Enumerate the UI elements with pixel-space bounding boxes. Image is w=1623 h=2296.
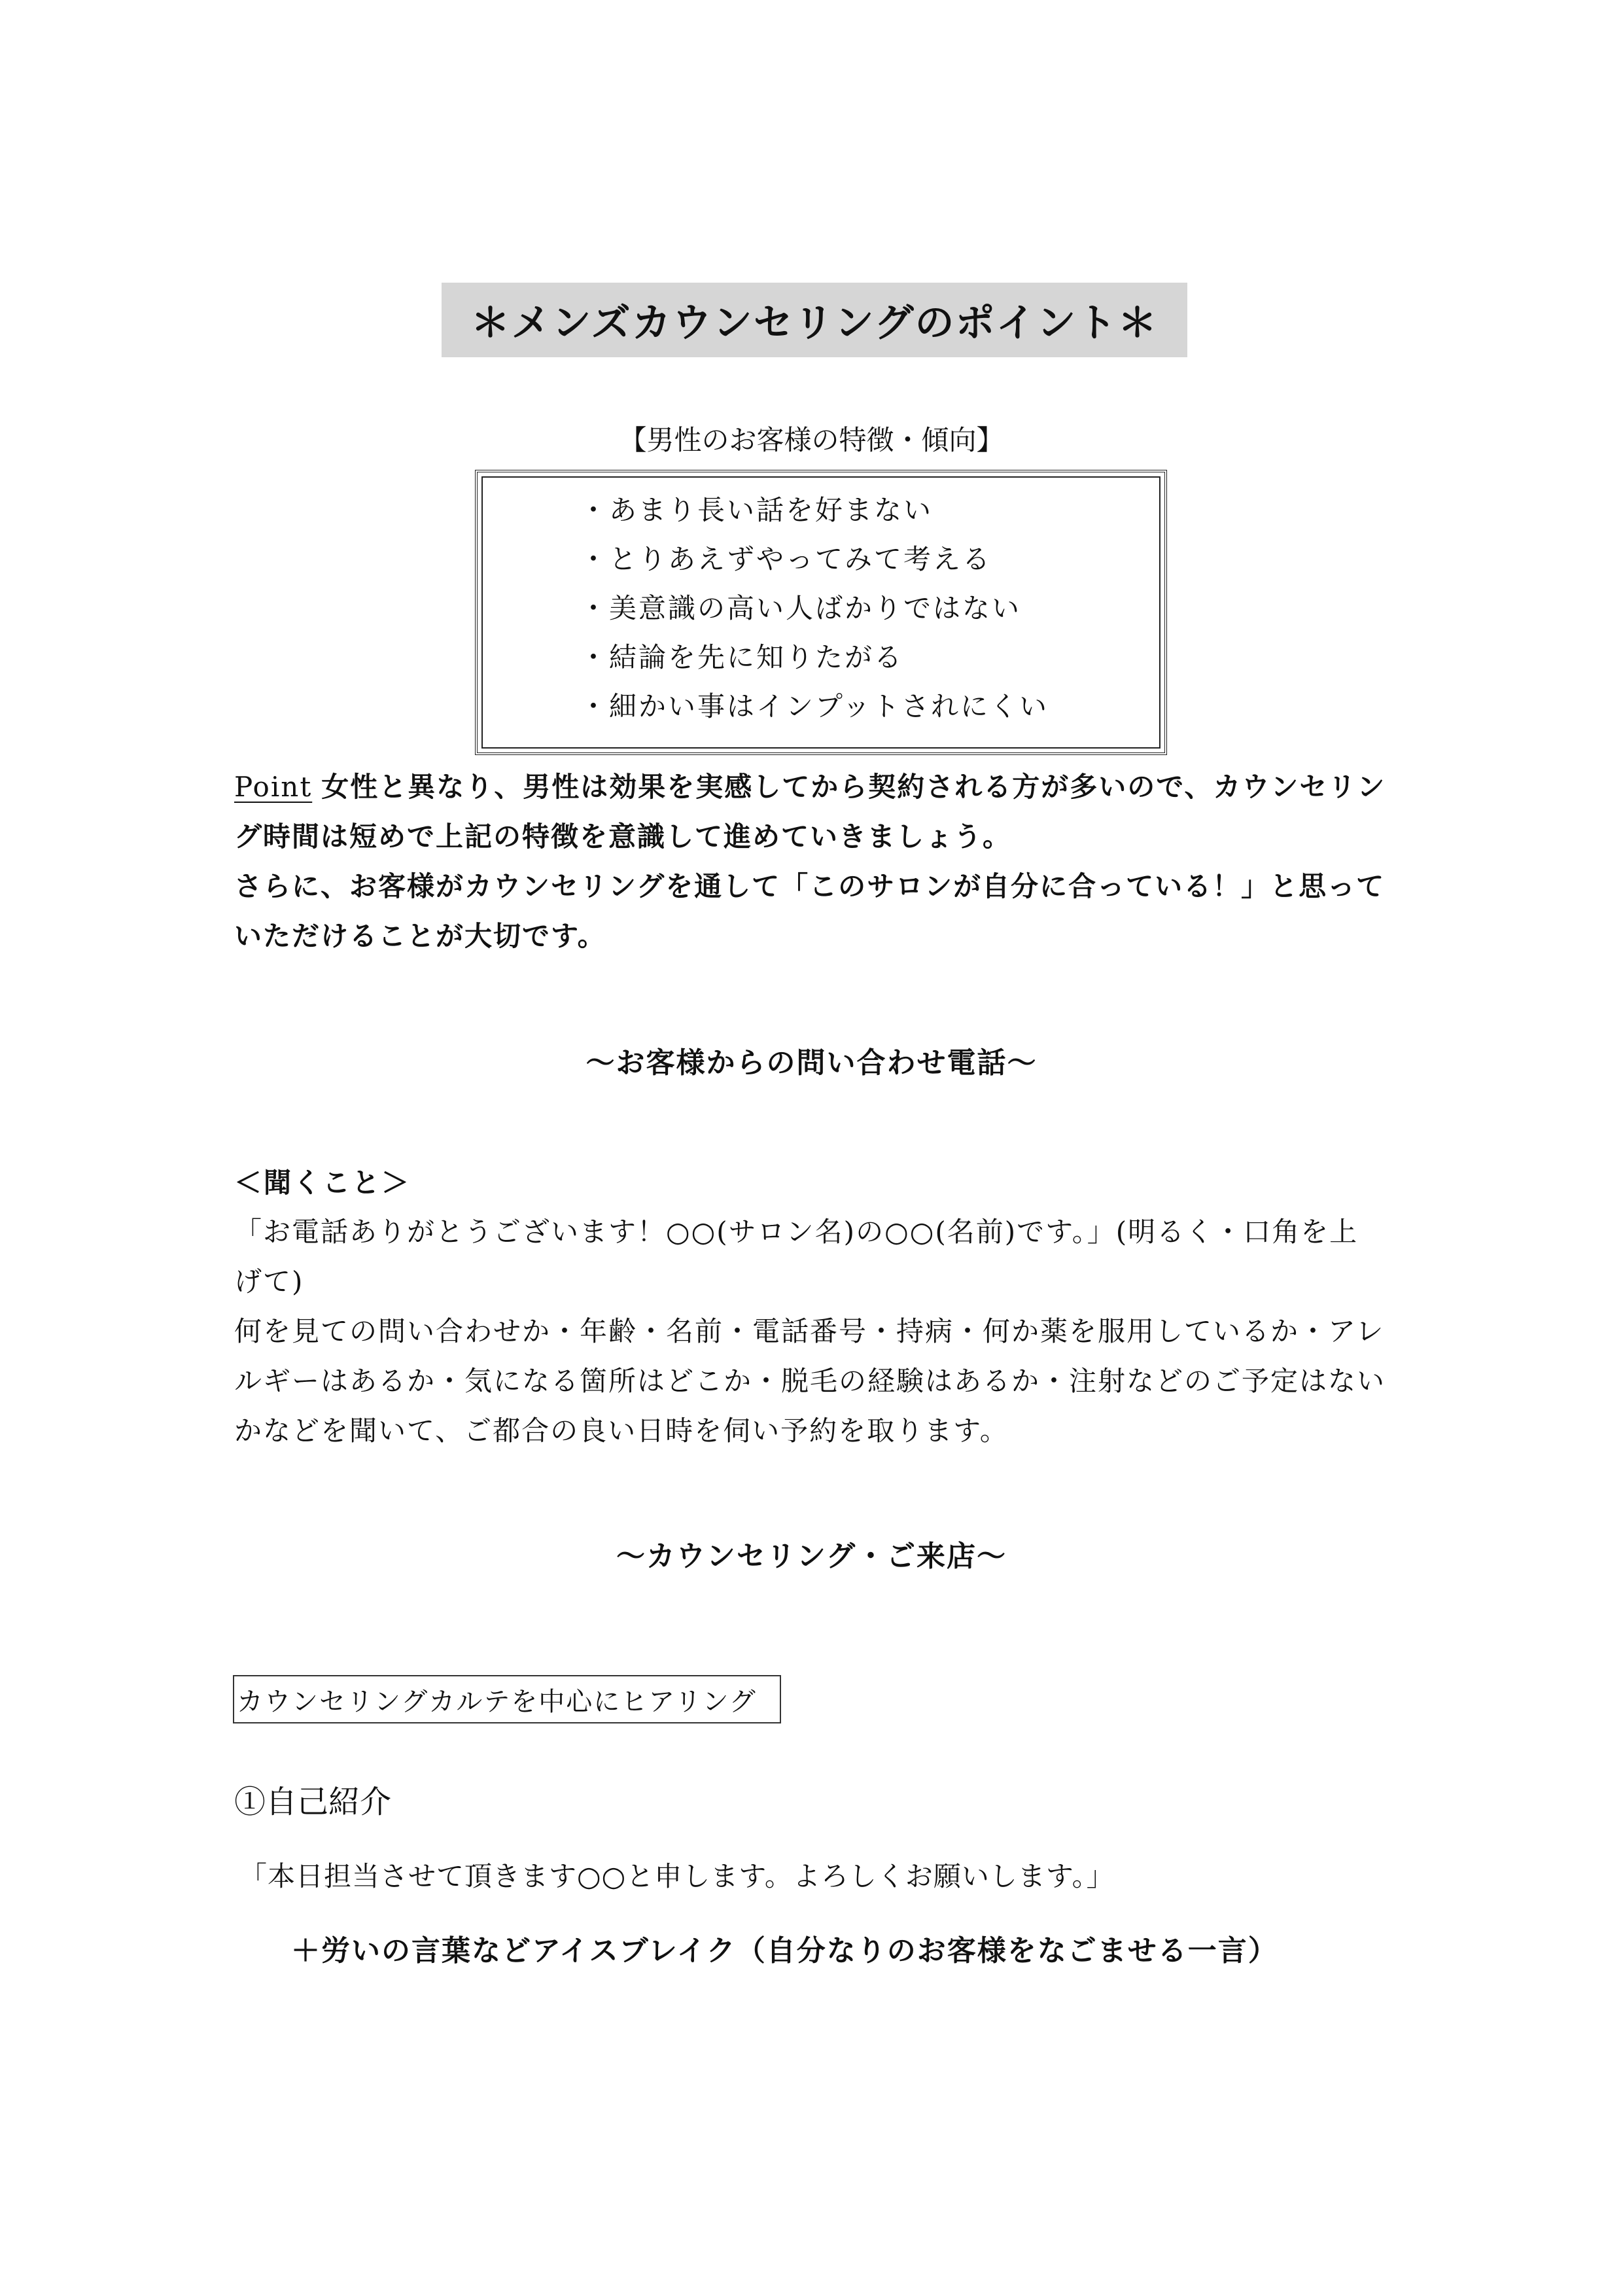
phone-section-heading: 〜お客様からの問い合わせ電話〜	[585, 1046, 1038, 1080]
title-banner	[442, 283, 1187, 357]
self-intro-heading: ①自己紹介	[234, 1784, 392, 1820]
greeting-text: 「本日担当させて頂きます○○と申します。よろしくお願いします。」	[239, 1860, 1115, 1892]
point-line-1	[234, 762, 1399, 812]
traits-heading: 【男性のお客様の特徴・傾向】	[619, 424, 1004, 456]
ask-line: げて)	[234, 1265, 304, 1298]
traits-list	[580, 486, 1049, 731]
trait-item: ・美意識の高い人ばかりではない	[580, 592, 1022, 624]
page-title: ＊メンズカウンセリングのポイント＊	[470, 300, 1159, 346]
trait-item: ・結論を先に知りたがる	[580, 641, 904, 673]
trait-item: ・細かい事はインプットされにくい	[580, 690, 1049, 722]
trait-item: ・あまり長い話を好まない	[580, 494, 934, 526]
ask-line: かなどを聞いて、ご都合の良い日時を伺い予約を取ります。	[234, 1415, 1009, 1447]
ask-label: ＜聞くこと＞	[234, 1167, 411, 1199]
icebreak-text: ＋労いの言葉などアイスブレイク（自分なりのお客様をなごませる一言）	[291, 1934, 1278, 1968]
point-line: グ時間は短めで上記の特徴を意識して進めていきましょう。	[234, 821, 1012, 853]
point-text: 女性と異なり、男性は効果を実感してから契約される方が多いので、カウンセリン	[321, 771, 1386, 803]
ask-line: 「お電話ありがとうございます！○○(サロン名)の○○(名前)です。」(明るく・口角を上	[234, 1216, 1359, 1248]
point-line: いただけることが大切です。	[234, 920, 606, 952]
hearing-label-box	[233, 1675, 781, 1723]
hearing-label: カウンセリングカルテを中心にヒアリング	[237, 1686, 757, 1717]
point-line: さらに、お客様がカウンセリングを通して「このサロンが自分に合っている！」と思って	[234, 870, 1386, 902]
trait-item: ・とりあえずやってみて考える	[580, 543, 992, 575]
point-label: Point	[234, 771, 313, 803]
ask-paragraph	[234, 1207, 1399, 1456]
point-paragraph	[234, 762, 1399, 961]
counseling-section-heading: 〜カウンセリング・ご来店〜	[616, 1540, 1007, 1573]
ask-line: 何を見ての問い合わせか・年齢・名前・電話番号・持病・何か薬を服用しているか・アレ	[234, 1315, 1385, 1347]
ask-line: ルギーはあるか・気になる箇所はどこか・脱毛の経験はあるか・注射などのご予定はない	[234, 1365, 1386, 1397]
